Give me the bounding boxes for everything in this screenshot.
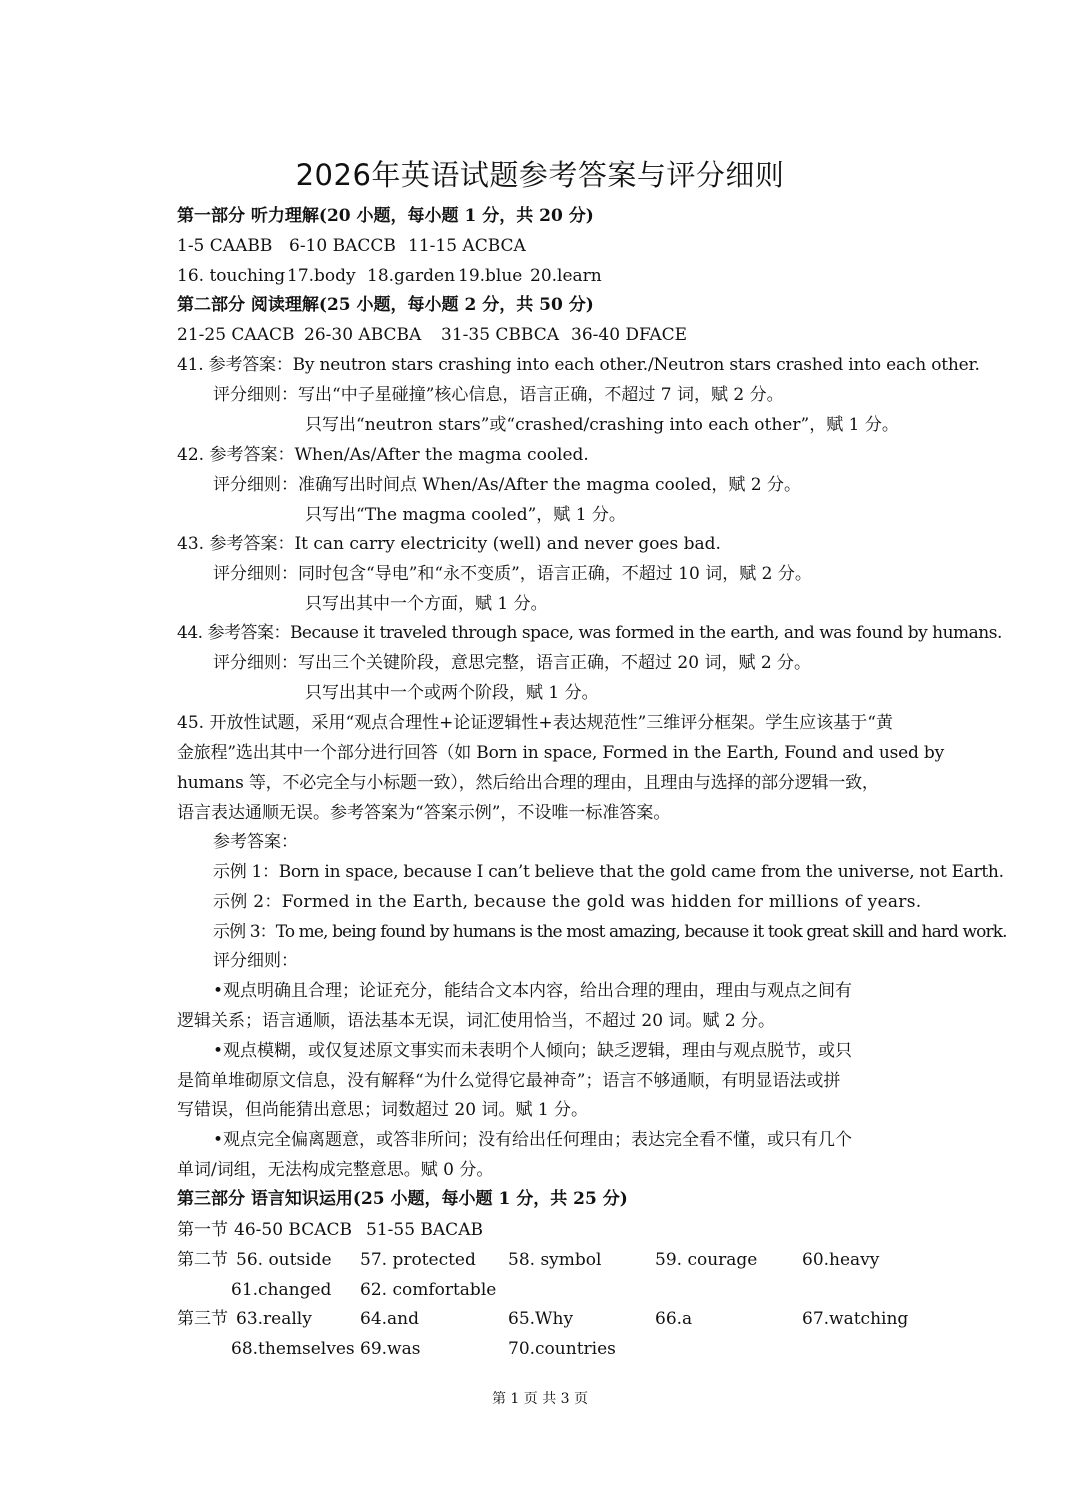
q45-example: 示例 2：Formed in the Earth, because the gold was hidden for millions of years. bbox=[213, 892, 922, 912]
answer-group: 26-30 ABCBA bbox=[304, 325, 422, 345]
answer-word: 60.heavy bbox=[802, 1250, 880, 1270]
answer-word: 16. touching bbox=[177, 266, 286, 286]
answer-group: 1-5 CAABB bbox=[177, 236, 273, 256]
q45-bullet-full: •观点明确且合理；论证充分，能结合文本内容，给出合理的理由，理由与观点之间有 bbox=[213, 981, 853, 1001]
q41-rule: 评分细则：写出“中子星碰撞”核心信息，语言正确，不超过 7 词，赋 2 分。 bbox=[213, 385, 784, 405]
q45-intro-line: 语言表达通顺无误。参考答案为“答案示例”，不设唯一标准答案。 bbox=[177, 803, 671, 823]
answer-word: 70.countries bbox=[508, 1339, 616, 1359]
answer-word: 56. outside bbox=[236, 1250, 332, 1270]
q41-answer: 41. 参考答案：By neutron stars crashing into each other./Neutron stars crashed into each other. bbox=[177, 355, 980, 375]
part3-section1 bbox=[177, 1219, 483, 1241]
answer-word: 67.watching bbox=[802, 1309, 909, 1329]
answer-word: 59. courage bbox=[655, 1250, 758, 1270]
section-label: 第三节 bbox=[177, 1309, 228, 1329]
section-label: 第一节 bbox=[177, 1220, 228, 1240]
answer-group: 11-15 ACBCA bbox=[408, 236, 526, 256]
q45-bullet-partial: •观点模糊，或仅复述原文事实而未表明个人倾向；缺乏逻辑，理由与观点脱节，或只 bbox=[213, 1041, 853, 1061]
q45-bullet-full: 逻辑关系；语言通顺，语法基本无误，词汇使用恰当，不超过 20 词。赋 2 分。 bbox=[177, 1011, 776, 1031]
answer-word: 63.really bbox=[236, 1309, 312, 1329]
answer-word: 20.learn bbox=[530, 266, 602, 286]
part1-answers-row2 bbox=[177, 265, 602, 287]
q45-intro-line: humans 等，不必完全与小标题一致），然后给出合理的理由，且理由与选择的部分逻辑一致， bbox=[177, 773, 879, 793]
q45-example: 示例 1：Born in space, because I can’t believe that the gold came from the universe, not Earth. bbox=[213, 862, 1004, 882]
part1-answers-row1 bbox=[177, 235, 526, 257]
answer-word: 61.changed bbox=[231, 1280, 332, 1300]
q45-intro-line: 45. 开放性试题，采用“观点合理性+论证逻辑性+表达规范性”三维评分框架。学生应该基于“黄 bbox=[177, 713, 893, 733]
q45-bullet-partial: 写错误，但尚能猜出意思；词数超过 20 词。赋 1 分。 bbox=[177, 1100, 589, 1120]
answer-word: 68.themselves bbox=[231, 1339, 355, 1359]
answer-word: 62. comfortable bbox=[360, 1280, 497, 1300]
q45-rules-label: 评分细则： bbox=[213, 951, 298, 971]
answer-group: 46-50 BCACB bbox=[234, 1220, 353, 1240]
answer-word: 66.a bbox=[655, 1309, 693, 1329]
answer-word: 57. protected bbox=[360, 1250, 476, 1270]
q42-rule-partial: 只写出“The magma cooled”，赋 1 分。 bbox=[305, 505, 626, 525]
answer-word: 65.Why bbox=[508, 1309, 574, 1329]
answer-group: 51-55 BACAB bbox=[366, 1220, 483, 1240]
q43-rule-partial: 只写出其中一个方面，赋 1 分。 bbox=[305, 594, 548, 614]
answer-group: 21-25 CAACB bbox=[177, 325, 295, 345]
section-label: 第二节 bbox=[177, 1250, 228, 1270]
part2-answers-row1 bbox=[177, 324, 687, 346]
q45-example: 示例 3：To me, being found by humans is the most amazing, because it took great skill and hard work. bbox=[213, 922, 1007, 942]
q42-rule: 评分细则：准确写出时间点 When/As/After the magma cooled，赋 2 分。 bbox=[213, 475, 802, 495]
answer-group: 31-35 CBBCA bbox=[441, 325, 560, 345]
q44-answer: 44. 参考答案：Because it traveled through space, was formed in the earth, and was found by humans. bbox=[177, 623, 1002, 643]
page-number: 第 1 页 共 3 页 bbox=[491, 1391, 589, 1407]
q43-answer: 43. 参考答案：It can carry electricity (well) and never goes bad. bbox=[177, 534, 721, 554]
answer-group: 36-40 DFACE bbox=[571, 325, 688, 345]
q45-bullet-zero: 单词/词组，无法构成完整意思。赋 0 分。 bbox=[177, 1160, 494, 1180]
answer-group: 6-10 BACCB bbox=[289, 236, 396, 256]
part2-heading: 第二部分 阅读理解(25 小题，每小题 2 分，共 50 分) bbox=[177, 295, 594, 315]
answer-word: 58. symbol bbox=[508, 1250, 602, 1270]
q41-rule-partial: 只写出“neutron stars”或“crashed/crashing into each other”，赋 1 分。 bbox=[305, 415, 899, 435]
q45-ref-label: 参考答案： bbox=[213, 832, 298, 852]
answer-word: 64.and bbox=[360, 1309, 420, 1329]
answer-word: 69.was bbox=[360, 1339, 421, 1359]
q42-answer: 42. 参考答案：When/As/After the magma cooled. bbox=[177, 445, 589, 465]
part3-heading: 第三部分 语言知识运用(25 小题，每小题 1 分，共 25 分) bbox=[177, 1189, 628, 1209]
q45-bullet-zero: •观点完全偏离题意，或答非所问；没有给出任何理由；表达完全看不懂，或只有几个 bbox=[213, 1130, 853, 1150]
page-title: 2026年英语试题参考答案与评分细则 bbox=[295, 158, 785, 192]
answer-word: 19.blue bbox=[458, 266, 523, 286]
q45-bullet-partial: 是简单堆砌原文信息，没有解释“为什么觉得它最神奇”；语言不够通顺，有明显语法或拼 bbox=[177, 1071, 841, 1091]
answer-word: 18.garden bbox=[367, 266, 456, 286]
part1-heading: 第一部分 听力理解(20 小题，每小题 1 分，共 20 分) bbox=[177, 206, 594, 226]
answer-word: 17.body bbox=[287, 266, 356, 286]
q43-rule: 评分细则：同时包含“导电”和“永不变质”，语言正确，不超过 10 词，赋 2 分。 bbox=[213, 564, 812, 584]
q44-rule-partial: 只写出其中一个或两个阶段，赋 1 分。 bbox=[305, 683, 599, 703]
q45-intro-line: 金旅程”选出其中一个部分进行回答（如 Born in space, Formed in the Earth, Found and used by bbox=[177, 743, 944, 763]
q44-rule: 评分细则：写出三个关键阶段，意思完整，语言正确，不超过 20 词，赋 2 分。 bbox=[213, 653, 812, 673]
